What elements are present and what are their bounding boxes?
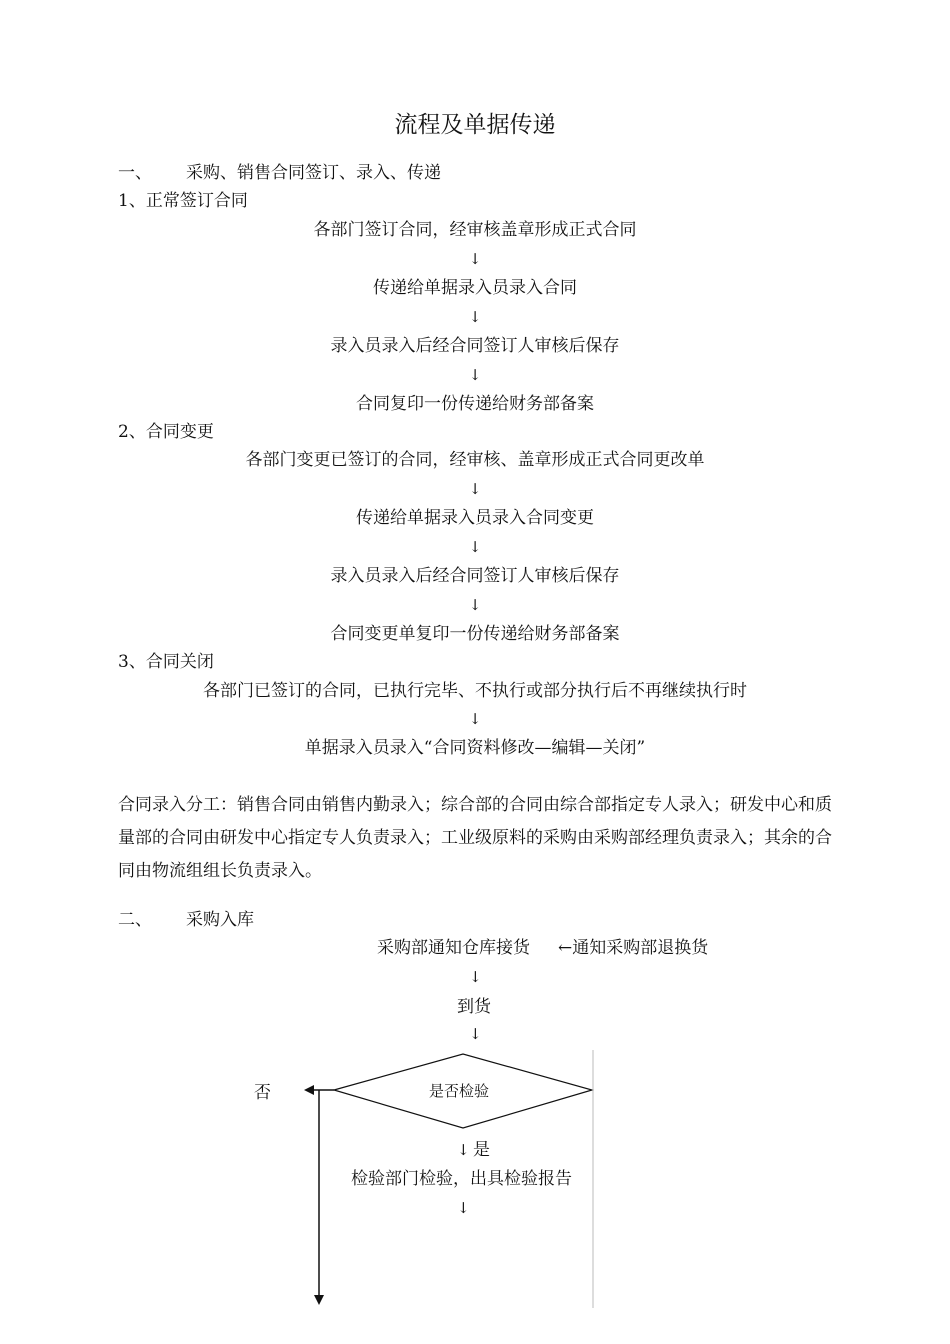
yes-label: 是 bbox=[473, 1140, 490, 1160]
flow-step: 录入员录入后经合同签订人审核后保存 bbox=[330, 566, 620, 586]
flow-step: 合同变更单复印一份传递给财务部备案 bbox=[330, 624, 620, 644]
down-arrow-icon: ↓ bbox=[457, 1141, 470, 1159]
down-arrow-icon: ↓ bbox=[468, 538, 482, 556]
down-arrow-icon: ↓ bbox=[468, 596, 482, 614]
subsection-3-heading: 3、合同关闭 bbox=[118, 652, 214, 672]
flow-return-note: ←通知采购部退换货 bbox=[558, 938, 709, 958]
down-arrow-icon: ↓ bbox=[468, 480, 482, 498]
down-arrow-icon: ↓ bbox=[457, 1199, 470, 1217]
section-2-heading: 采购入库 bbox=[186, 910, 254, 930]
subsection-2-heading: 2、合同变更 bbox=[118, 422, 214, 442]
flow-step: 录入员录入后经合同签订人审核后保存 bbox=[330, 336, 620, 356]
flow-inspection-report: 检验部门检验，出具检验报告 bbox=[351, 1169, 572, 1189]
left-arrow-head-icon bbox=[304, 1085, 314, 1095]
no-label: 否 bbox=[254, 1083, 271, 1103]
flow-step: 合同复印一份传递给财务部备案 bbox=[356, 394, 594, 414]
subsection-1-heading: 1、正常签订合同 bbox=[118, 191, 248, 211]
down-arrow-icon: ↓ bbox=[469, 968, 482, 986]
section-1-number: 一、 bbox=[118, 163, 152, 183]
flow-step: 传递给单据录入员录入合同 bbox=[373, 278, 577, 298]
down-arrow-icon: ↓ bbox=[468, 366, 482, 384]
down-arrow-icon: ↓ bbox=[468, 710, 482, 728]
flow-arrival: 到货 bbox=[457, 997, 491, 1017]
flow-step: 传递给单据录入员录入合同变更 bbox=[356, 508, 594, 528]
decision-label: 是否检验 bbox=[429, 1082, 490, 1100]
section-1-heading: 采购、销售合同签订、录入、传递 bbox=[186, 163, 441, 183]
page-title: 流程及单据传递 bbox=[394, 112, 556, 138]
down-arrow-icon: ↓ bbox=[469, 1025, 482, 1043]
flow-step: 各部门变更已签订的合同，经审核、盖章形成正式合同更改单 bbox=[245, 450, 705, 470]
flow-notify-warehouse: 采购部通知仓库接货 bbox=[377, 938, 530, 958]
section-2-number: 二、 bbox=[118, 910, 152, 930]
down-arrow-head-icon bbox=[314, 1295, 324, 1305]
flow-step: 各部门签订合同，经审核盖章形成正式合同 bbox=[313, 220, 637, 240]
flow-step: 单据录入员录入“合同资料修改—编辑—关闭” bbox=[304, 738, 646, 758]
down-arrow-icon: ↓ bbox=[468, 250, 482, 268]
entry-division-note: 合同录入分工：销售合同由销售内勤录入；综合部的合同由综合部指定专人录入；研发中心和质量部的合同由研发中心指定专人负责录入；工业级原料的采购由采购部经理负责录入；其余的合同由物流组组长负责录入。 bbox=[118, 795, 832, 881]
flow-step: 各部门已签订的合同，已执行完毕、不执行或部分执行后不再继续执行时 bbox=[203, 681, 747, 701]
down-arrow-icon: ↓ bbox=[468, 308, 482, 326]
